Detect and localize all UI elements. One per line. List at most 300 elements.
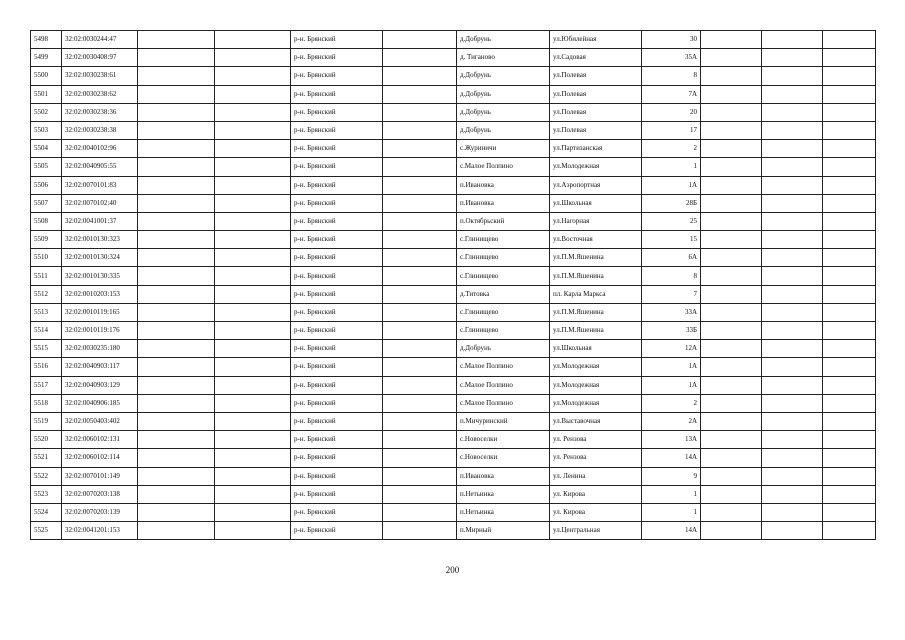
empty-cell [762, 485, 823, 503]
house-number-cell: 15 [642, 231, 701, 249]
empty-cell [383, 249, 457, 267]
row-number-cell: 5501 [31, 85, 62, 103]
cadastral-number-cell: 32:02:0010119:165 [62, 303, 138, 321]
empty-cell [701, 431, 762, 449]
street-cell: ул.Полевая [550, 67, 642, 85]
empty-cell [701, 485, 762, 503]
empty-cell [215, 485, 291, 503]
empty-cell [138, 503, 215, 521]
empty-cell [138, 212, 215, 230]
empty-cell [823, 158, 876, 176]
locality-cell: д.Добрунь [457, 67, 550, 85]
district-cell: р-н. Брянский [291, 431, 383, 449]
street-cell: ул.Молодежная [550, 358, 642, 376]
row-number-cell: 5516 [31, 358, 62, 376]
empty-cell [823, 394, 876, 412]
house-number-cell: 20 [642, 103, 701, 121]
cadastral-number-cell: 32:02:0010130:324 [62, 249, 138, 267]
street-cell: ул.П.М.Яшенина [550, 267, 642, 285]
empty-cell [701, 267, 762, 285]
street-cell: ул.Полевая [550, 103, 642, 121]
district-cell: р-н. Брянский [291, 485, 383, 503]
empty-cell [762, 412, 823, 430]
district-cell: р-н. Брянский [291, 67, 383, 85]
row-number-cell: 5523 [31, 485, 62, 503]
empty-cell [823, 358, 876, 376]
district-cell: р-н. Брянский [291, 176, 383, 194]
row-number-cell: 5518 [31, 394, 62, 412]
empty-cell [762, 103, 823, 121]
district-cell: р-н. Брянский [291, 231, 383, 249]
locality-cell: д.Титовка [457, 285, 550, 303]
cadastral-number-cell: 32:02:0070203:138 [62, 485, 138, 503]
empty-cell [138, 394, 215, 412]
empty-cell [383, 322, 457, 340]
house-number-cell: 1 [642, 503, 701, 521]
empty-cell [138, 522, 215, 540]
empty-cell [762, 49, 823, 67]
row-number-cell: 5524 [31, 503, 62, 521]
empty-cell [215, 121, 291, 139]
empty-cell [762, 285, 823, 303]
empty-cell [383, 194, 457, 212]
empty-cell [823, 249, 876, 267]
table-row [31, 431, 876, 449]
empty-cell [701, 449, 762, 467]
empty-cell [138, 67, 215, 85]
house-number-cell: 8 [642, 67, 701, 85]
empty-cell [701, 303, 762, 321]
empty-cell [701, 31, 762, 49]
empty-cell [383, 140, 457, 158]
empty-cell [823, 231, 876, 249]
row-number-cell: 5506 [31, 176, 62, 194]
house-number-cell: 9 [642, 467, 701, 485]
locality-cell: с.Малое Полпино [457, 158, 550, 176]
house-number-cell: 30 [642, 31, 701, 49]
street-cell: ул.Нагорная [550, 212, 642, 230]
row-number-cell: 5510 [31, 249, 62, 267]
empty-cell [762, 231, 823, 249]
table-row [31, 212, 876, 230]
locality-cell: п.Нетьинка [457, 503, 550, 521]
empty-cell [215, 140, 291, 158]
table-row [31, 322, 876, 340]
empty-cell [215, 249, 291, 267]
street-cell: ул. Рензова [550, 449, 642, 467]
empty-cell [138, 103, 215, 121]
empty-cell [762, 121, 823, 139]
empty-cell [215, 412, 291, 430]
district-cell: р-н. Брянский [291, 322, 383, 340]
empty-cell [823, 322, 876, 340]
empty-cell [215, 194, 291, 212]
empty-cell [383, 449, 457, 467]
empty-cell [383, 376, 457, 394]
row-number-cell: 5515 [31, 340, 62, 358]
table-row [31, 285, 876, 303]
empty-cell [383, 103, 457, 121]
locality-cell: п.Нетьинка [457, 485, 550, 503]
empty-cell [823, 212, 876, 230]
cadastral-number-cell: 32:02:0030244:47 [62, 31, 138, 49]
empty-cell [215, 303, 291, 321]
district-cell: р-н. Брянский [291, 140, 383, 158]
table-row [31, 376, 876, 394]
district-cell: р-н. Брянский [291, 194, 383, 212]
empty-cell [138, 303, 215, 321]
empty-cell [383, 412, 457, 430]
district-cell: р-н. Брянский [291, 158, 383, 176]
empty-cell [701, 212, 762, 230]
empty-cell [701, 340, 762, 358]
table-row [31, 249, 876, 267]
empty-cell [762, 467, 823, 485]
locality-cell: с.Глинищево [457, 322, 550, 340]
cadastral-number-cell: 32:02:0041001:37 [62, 212, 138, 230]
row-number-cell: 5502 [31, 103, 62, 121]
empty-cell [762, 31, 823, 49]
locality-cell: с.Журиничи [457, 140, 550, 158]
street-cell: ул.П.М.Яшенина [550, 322, 642, 340]
cadastral-number-cell: 32:02:0060102:114 [62, 449, 138, 467]
empty-cell [215, 67, 291, 85]
empty-cell [383, 49, 457, 67]
empty-cell [823, 522, 876, 540]
locality-cell: п.Ивановка [457, 467, 550, 485]
cadastral-number-cell: 32:02:0041201:153 [62, 522, 138, 540]
row-number-cell: 5509 [31, 231, 62, 249]
district-cell: р-н. Брянский [291, 103, 383, 121]
house-number-cell: 1А [642, 358, 701, 376]
street-cell: ул.Полевая [550, 121, 642, 139]
row-number-cell: 5499 [31, 49, 62, 67]
district-cell: р-н. Брянский [291, 85, 383, 103]
house-number-cell: 33Б [642, 322, 701, 340]
district-cell: р-н. Брянский [291, 449, 383, 467]
empty-cell [762, 322, 823, 340]
street-cell: ул.Молодежная [550, 394, 642, 412]
street-cell: ул.Молодежная [550, 376, 642, 394]
empty-cell [701, 67, 762, 85]
empty-cell [215, 467, 291, 485]
empty-cell [823, 103, 876, 121]
house-number-cell: 2А [642, 412, 701, 430]
house-number-cell: 13А [642, 431, 701, 449]
empty-cell [762, 449, 823, 467]
empty-cell [823, 303, 876, 321]
empty-cell [823, 194, 876, 212]
house-number-cell: 25 [642, 212, 701, 230]
empty-cell [138, 322, 215, 340]
empty-cell [215, 49, 291, 67]
empty-cell [701, 285, 762, 303]
empty-cell [383, 121, 457, 139]
empty-cell [823, 340, 876, 358]
locality-cell: с.Новоселки [457, 431, 550, 449]
empty-cell [823, 285, 876, 303]
empty-cell [215, 31, 291, 49]
street-cell: ул.Центральная [550, 522, 642, 540]
table-row [31, 467, 876, 485]
district-cell: р-н. Брянский [291, 267, 383, 285]
empty-cell [215, 212, 291, 230]
empty-cell [823, 176, 876, 194]
empty-cell [762, 431, 823, 449]
empty-cell [762, 303, 823, 321]
street-cell: ул.Аэропортная [550, 176, 642, 194]
street-cell: ул. Рензова [550, 431, 642, 449]
cadastral-number-cell: 32:02:0070102:40 [62, 194, 138, 212]
district-cell: р-н. Брянский [291, 412, 383, 430]
street-cell: ул.Восточная [550, 231, 642, 249]
cadastral-number-cell: 32:02:0040903:129 [62, 376, 138, 394]
empty-cell [701, 503, 762, 521]
row-number-cell: 5500 [31, 67, 62, 85]
street-cell: ул. Кирова [550, 503, 642, 521]
house-number-cell: 12А [642, 340, 701, 358]
empty-cell [762, 503, 823, 521]
cadastral-number-cell: 32:02:0040906:185 [62, 394, 138, 412]
empty-cell [383, 431, 457, 449]
table-row [31, 394, 876, 412]
empty-cell [762, 176, 823, 194]
cadastral-number-cell: 32:02:0030238:36 [62, 103, 138, 121]
row-number-cell: 5520 [31, 431, 62, 449]
house-number-cell: 1 [642, 158, 701, 176]
empty-cell [823, 140, 876, 158]
empty-cell [215, 85, 291, 103]
row-number-cell: 5521 [31, 449, 62, 467]
empty-cell [762, 212, 823, 230]
empty-cell [138, 467, 215, 485]
empty-cell [383, 467, 457, 485]
empty-cell [383, 158, 457, 176]
street-cell: ул.Полевая [550, 85, 642, 103]
empty-cell [762, 267, 823, 285]
cadastral-number-cell: 32:02:0070101:83 [62, 176, 138, 194]
empty-cell [383, 340, 457, 358]
empty-cell [701, 412, 762, 430]
table-row [31, 103, 876, 121]
empty-cell [138, 176, 215, 194]
empty-cell [383, 285, 457, 303]
table-row [31, 449, 876, 467]
house-number-cell: 8 [642, 267, 701, 285]
locality-cell: д.Добрунь [457, 340, 550, 358]
row-number-cell: 5514 [31, 322, 62, 340]
empty-cell [138, 267, 215, 285]
row-number-cell: 5517 [31, 376, 62, 394]
house-number-cell: 2 [642, 394, 701, 412]
empty-cell [138, 121, 215, 139]
house-number-cell: 14А [642, 522, 701, 540]
cadastral-number-cell: 32:02:0030238:62 [62, 85, 138, 103]
empty-cell [138, 31, 215, 49]
empty-cell [762, 67, 823, 85]
house-number-cell: 1 [642, 485, 701, 503]
empty-cell [215, 322, 291, 340]
empty-cell [701, 322, 762, 340]
empty-cell [215, 431, 291, 449]
house-number-cell: 1А [642, 176, 701, 194]
district-cell: р-н. Брянский [291, 522, 383, 540]
empty-cell [138, 231, 215, 249]
locality-cell: п.Мирный [457, 522, 550, 540]
house-number-cell: 1А [642, 376, 701, 394]
locality-cell: д. Тиганово [457, 49, 550, 67]
empty-cell [823, 503, 876, 521]
empty-cell [383, 303, 457, 321]
cadastral-number-cell: 32:02:0030238:38 [62, 121, 138, 139]
house-number-cell: 17 [642, 121, 701, 139]
empty-cell [383, 503, 457, 521]
empty-cell [701, 85, 762, 103]
row-number-cell: 5505 [31, 158, 62, 176]
empty-cell [762, 376, 823, 394]
district-cell: р-н. Брянский [291, 394, 383, 412]
empty-cell [701, 522, 762, 540]
empty-cell [215, 503, 291, 521]
cadastral-number-cell: 32:02:0040905:55 [62, 158, 138, 176]
empty-cell [138, 158, 215, 176]
empty-cell [215, 267, 291, 285]
locality-cell: п.Ивановка [457, 176, 550, 194]
empty-cell [383, 267, 457, 285]
empty-cell [762, 194, 823, 212]
street-cell: ул.П.М.Яшенина [550, 303, 642, 321]
empty-cell [138, 412, 215, 430]
table-row [31, 140, 876, 158]
row-number-cell: 5511 [31, 267, 62, 285]
empty-cell [762, 140, 823, 158]
row-number-cell: 5504 [31, 140, 62, 158]
row-number-cell: 5503 [31, 121, 62, 139]
house-number-cell: 14А [642, 449, 701, 467]
empty-cell [215, 449, 291, 467]
street-cell: ул.Молодежная [550, 158, 642, 176]
empty-cell [383, 176, 457, 194]
cadastral-number-cell: 32:02:0010130:323 [62, 231, 138, 249]
table-row [31, 121, 876, 139]
house-number-cell: 33А [642, 303, 701, 321]
empty-cell [823, 267, 876, 285]
table-row [31, 485, 876, 503]
empty-cell [383, 212, 457, 230]
empty-cell [138, 340, 215, 358]
empty-cell [215, 358, 291, 376]
district-cell: р-н. Брянский [291, 212, 383, 230]
empty-cell [138, 431, 215, 449]
empty-cell [762, 358, 823, 376]
empty-cell [762, 522, 823, 540]
locality-cell: п.Октябрьский [457, 212, 550, 230]
empty-cell [383, 85, 457, 103]
empty-cell [701, 231, 762, 249]
district-cell: р-н. Брянский [291, 467, 383, 485]
empty-cell [215, 231, 291, 249]
district-cell: р-н. Брянский [291, 121, 383, 139]
empty-cell [701, 176, 762, 194]
house-number-cell: 6А [642, 249, 701, 267]
empty-cell [215, 340, 291, 358]
empty-cell [762, 85, 823, 103]
locality-cell: д.Добрунь [457, 103, 550, 121]
table-row [31, 176, 876, 194]
empty-cell [215, 394, 291, 412]
empty-cell [215, 285, 291, 303]
empty-cell [701, 376, 762, 394]
district-cell: р-н. Брянский [291, 49, 383, 67]
locality-cell: п.Мичуринский [457, 412, 550, 430]
empty-cell [138, 49, 215, 67]
cadastral-number-cell: 32:02:0010119:176 [62, 322, 138, 340]
cadastral-number-cell: 32:02:0030235:180 [62, 340, 138, 358]
cadastral-number-cell: 32:02:0040903:117 [62, 358, 138, 376]
row-number-cell: 5508 [31, 212, 62, 230]
cadastral-number-cell: 32:02:0030238:61 [62, 67, 138, 85]
table-row [31, 358, 876, 376]
cadastral-number-cell: 32:02:0050403:402 [62, 412, 138, 430]
empty-cell [701, 121, 762, 139]
street-cell: ул.Школьная [550, 340, 642, 358]
row-number-cell: 5525 [31, 522, 62, 540]
empty-cell [762, 394, 823, 412]
street-cell: ул.Партизанская [550, 140, 642, 158]
street-cell: ул.Садовая [550, 49, 642, 67]
district-cell: р-н. Брянский [291, 503, 383, 521]
empty-cell [701, 158, 762, 176]
house-number-cell: 7 [642, 285, 701, 303]
table-row [31, 194, 876, 212]
locality-cell: с.Глинищево [457, 303, 550, 321]
empty-cell [823, 49, 876, 67]
cadastral-number-cell: 32:02:0030408:97 [62, 49, 138, 67]
table-row [31, 340, 876, 358]
cadastral-number-cell: 32:02:0010203:153 [62, 285, 138, 303]
empty-cell [823, 431, 876, 449]
row-number-cell: 5522 [31, 467, 62, 485]
street-cell: пл. Карла Маркса [550, 285, 642, 303]
empty-cell [762, 340, 823, 358]
empty-cell [138, 376, 215, 394]
table-row [31, 267, 876, 285]
empty-cell [823, 67, 876, 85]
empty-cell [138, 358, 215, 376]
empty-cell [383, 231, 457, 249]
locality-cell: с.Глинищево [457, 267, 550, 285]
empty-cell [701, 249, 762, 267]
empty-cell [138, 449, 215, 467]
cadastral-number-cell: 32:02:0010130:335 [62, 267, 138, 285]
empty-cell [215, 376, 291, 394]
empty-cell [138, 285, 215, 303]
cadastral-number-cell: 32:02:0070101:149 [62, 467, 138, 485]
street-cell: ул. Ленина [550, 467, 642, 485]
empty-cell [215, 522, 291, 540]
street-cell: ул.Юбилейная [550, 31, 642, 49]
empty-cell [762, 249, 823, 267]
empty-cell [701, 140, 762, 158]
empty-cell [383, 394, 457, 412]
table-row [31, 31, 876, 49]
empty-cell [823, 376, 876, 394]
street-cell: ул.Школьная [550, 194, 642, 212]
locality-cell: д.Добрунь [457, 121, 550, 139]
table-row [31, 49, 876, 67]
empty-cell [823, 467, 876, 485]
table-row [31, 231, 876, 249]
